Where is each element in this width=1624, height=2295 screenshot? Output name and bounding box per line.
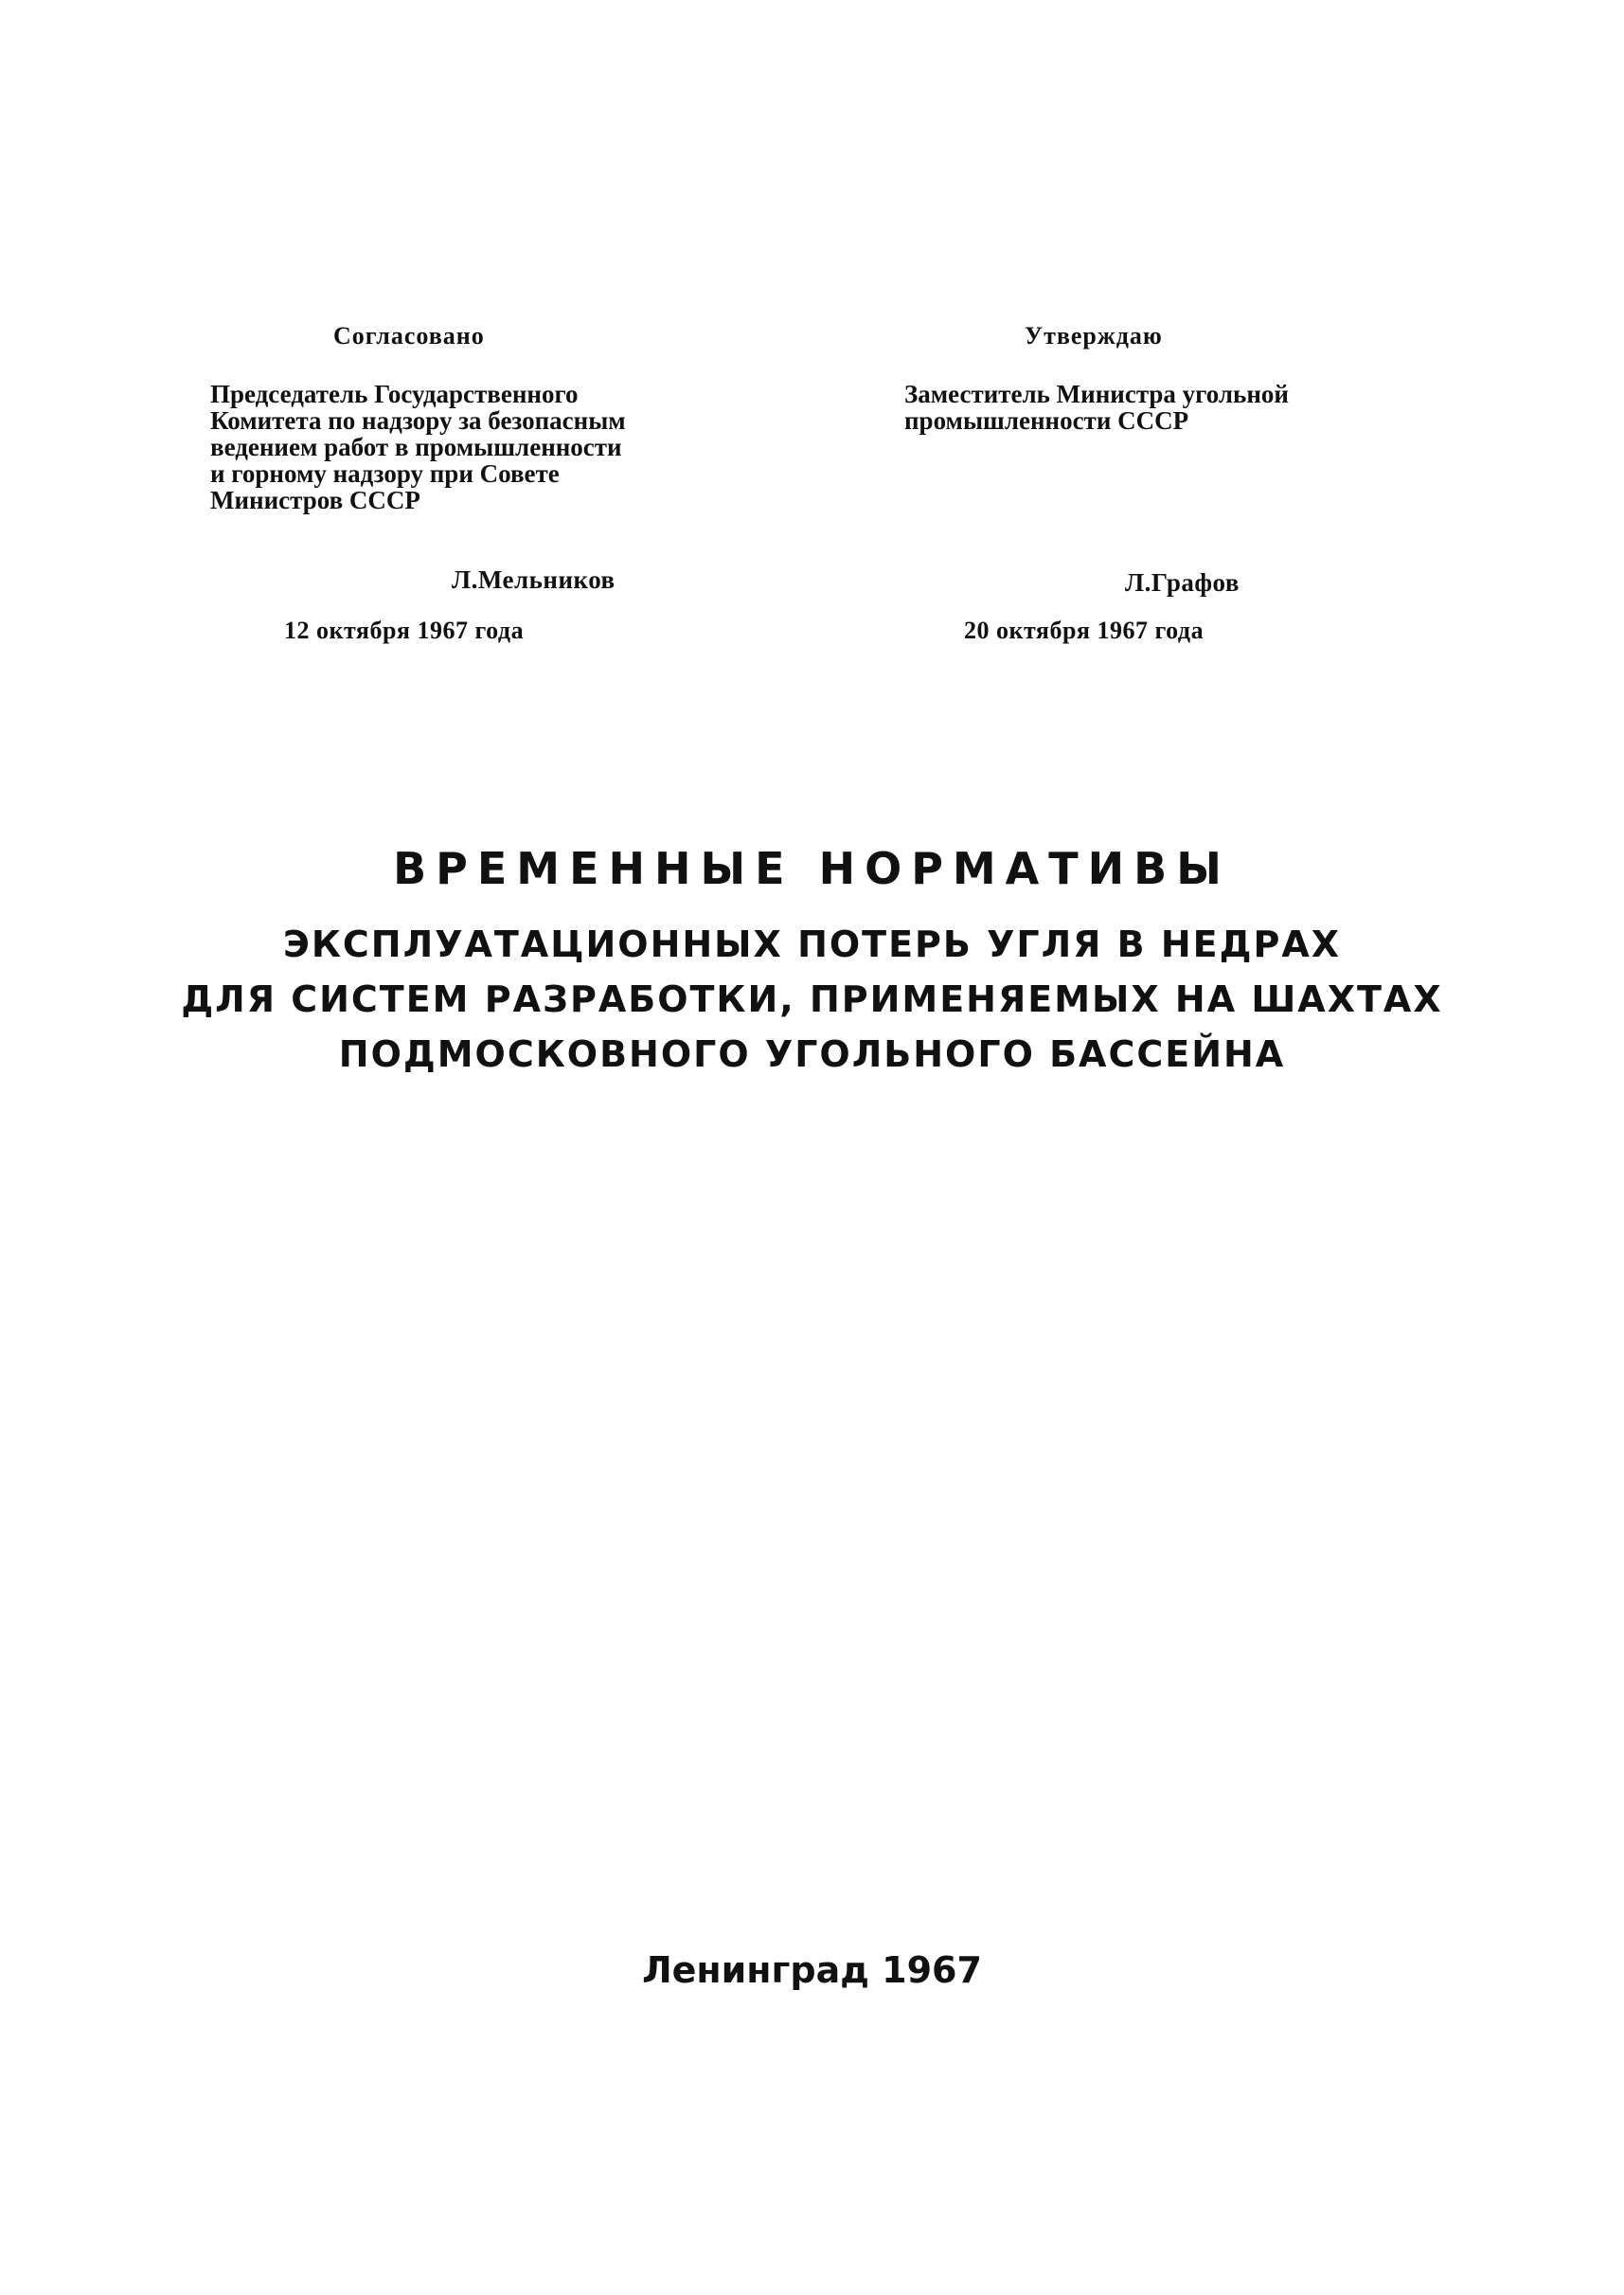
approval-left-heading: Согласовано — [333, 322, 485, 350]
approval-left-signatory: Л.Мельников — [452, 565, 616, 594]
approval-right-signatory: Л.Графов — [1125, 568, 1240, 597]
document-subtitle-line: ДЛЯ СИСТЕМ РАЗРАБОТКИ, ПРИМЕНЯЕМЫХ НА ШАХТАХ — [181, 978, 1443, 1020]
approval-right-heading: Утверждаю — [1025, 322, 1163, 350]
document-subtitle — [0, 917, 1624, 1082]
document-title: ВРЕМЕННЫЕ НОРМАТИВЫ — [393, 843, 1231, 894]
place-year: Ленинград 1967 — [642, 1949, 982, 1991]
approval-right-date: 20 октября 1967 года — [964, 617, 1205, 644]
approval-right-position — [904, 381, 1289, 434]
approval-left-position-line: Комитета по надзору за безопасным — [210, 406, 626, 435]
approval-left-position-line: Председатель Государственного — [210, 380, 579, 408]
approval-left-position-line: Министров СССР — [210, 486, 420, 514]
approval-right-position-line: промышленности СССР — [904, 406, 1189, 435]
document-subtitle-line: ЭКСПЛУАТАЦИОННЫХ ПОТЕРЬ УГЛЯ В НЕДРАХ — [282, 923, 1342, 965]
approval-left-position — [210, 381, 626, 513]
approval-right-position-line: Заместитель Министра угольной — [904, 380, 1289, 408]
approval-left-date: 12 октября 1967 года — [284, 617, 525, 644]
approval-left-position-line: и горному надзору при Совете — [210, 459, 560, 488]
document-subtitle-line: ПОДМОСКОВНОГО УГОЛЬНОГО БАССЕЙНА — [338, 1033, 1286, 1075]
approval-left-position-line: ведением работ в промышленности — [210, 433, 622, 461]
